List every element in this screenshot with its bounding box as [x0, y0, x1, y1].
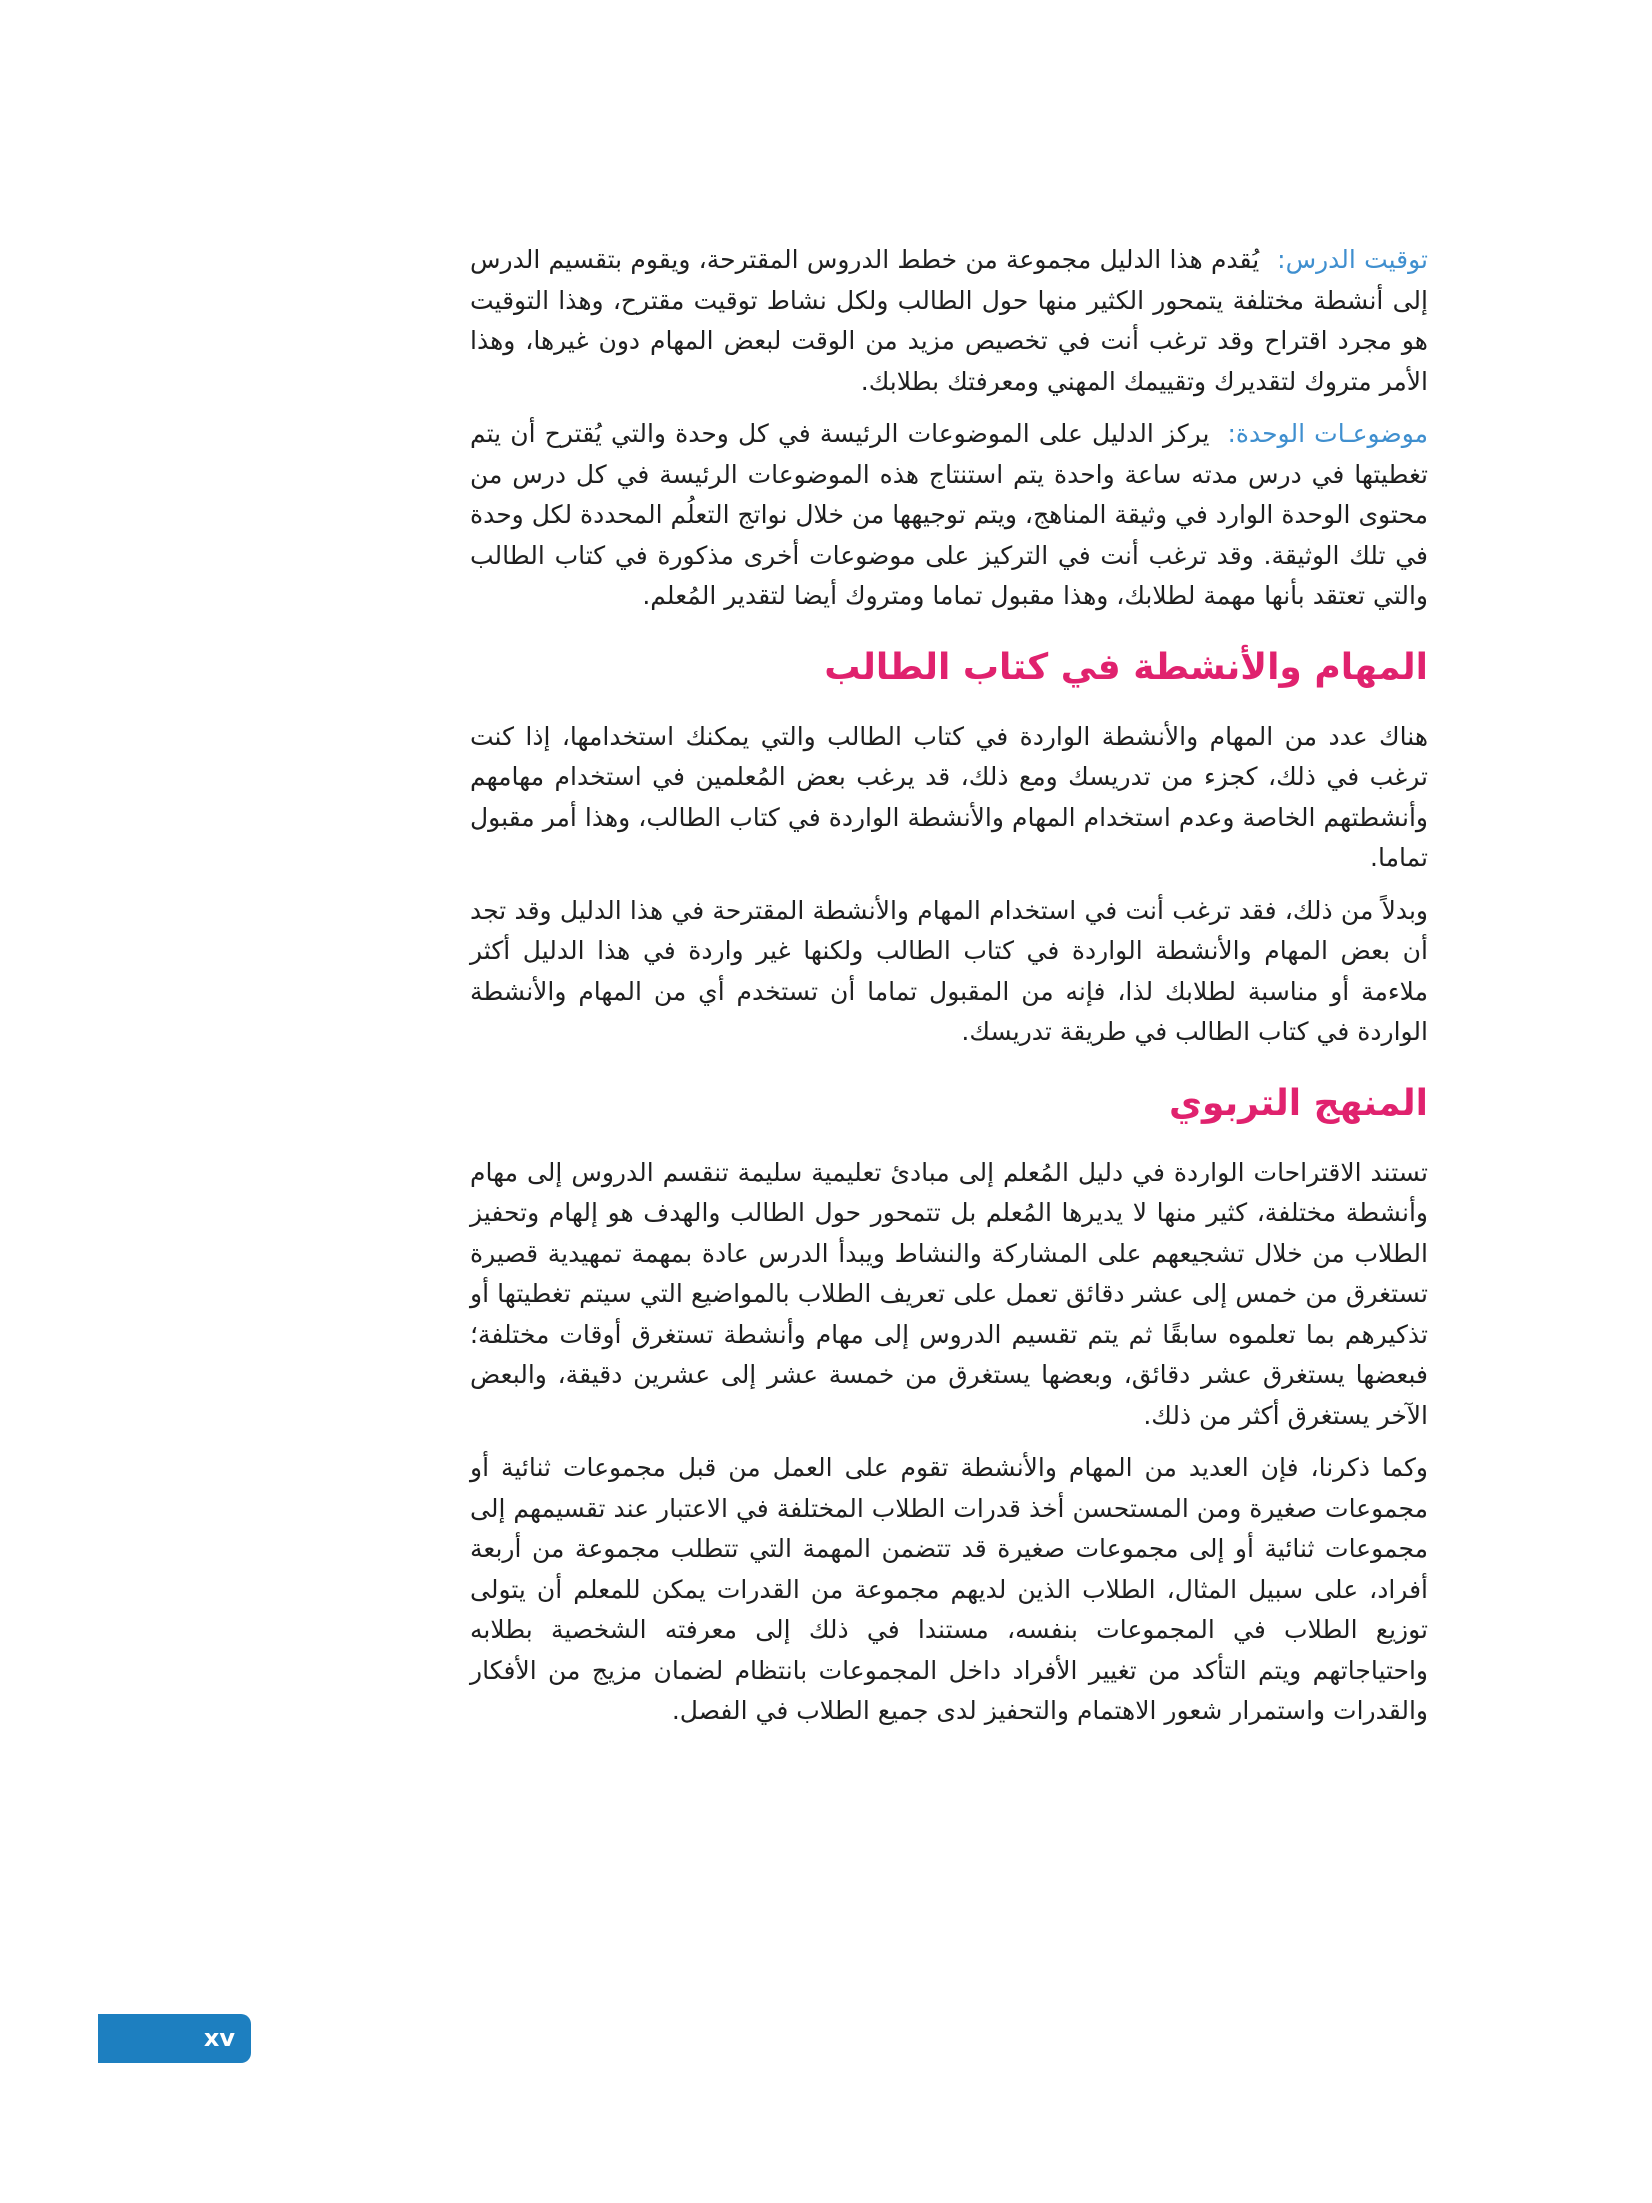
page-number: xv — [203, 2024, 235, 2052]
tasks-paragraph-1: هناك عدد من المهام والأنشطة الواردة في كتاب الطالب والتي يمكنك استخدامها، إذا كنت ترغب في ذلك، كجزء من تدريسك ومع ذلك، قد يرغب بعض المُعلمين في استخدام مهامهم وأنشطتهم الخاصة وعدم استخدام المهام والأنشطة الواردة في كتاب الطالب، وهذا أمر مقبول تماما. — [470, 721, 1428, 872]
pedagogy-paragraph-2: وكما ذكرنا، فإن العديد من المهام والأنشطة تقوم على العمل من قبل مجموعات ثنائية أو مجموعات صغيرة ومن المستحسن أخذ قدرات الطلاب المختلفة في الاعتبار عند تقسيمهم إلى مجموعات ثنائية أو إلى مجموعات صغيرة قد تتضمن المهمة التي تتطلب مجموعة من أربعة أفراد، على سبيل المثال، الطلاب الذين لديهم مجموعة من القدرات يمكن للمعلم أن يتولى توزيع الطلاب في المجموعات بنفسه، مستندا في ذلك إلى معرفته الشخصية بطلابه واحتياجاتهم ويتم التأكد من تغيير الأفراد داخل المجموعات بانتظام لضمان مزيج من الأفكار والقدرات واستمرار شعور الاهتمام والتحفيز لدى جميع الطلاب في الفصل. — [470, 1453, 1428, 1725]
unit-topics-term: موضوعـات الوحدة: — [1227, 419, 1428, 448]
unit-topics-text: يركز الدليل على الموضوعات الرئيسة في كل وحدة والتي يُقترح أن يتم تغطيتها في درس مدته ساعة واحدة يتم استنتاج هذه الموضوعات الرئيسة في كل درس من محتوى الوحدة الوارد في وثيقة المناهج، ويتم توجيهها من خلال نواتج التعلُم المحددة لكل وحدة في تلك الوثيقة. وقد ترغب أنت في التركيز على موضوعات أخرى مذكورة في كتاب الطالب والتي تعتقد بأنها مهمة لطلابك، وهذا مقبول تماما ومتروك أيضا لتقدير المُعلم. — [470, 419, 1428, 610]
tasks-paragraph-2: وبدلاً من ذلك، فقد ترغب أنت في استخدام المهام والأنشطة المقترحة في هذا الدليل وقد تجد أن بعض المهام والأنشطة الواردة في كتاب الطالب ولكنها غير واردة في هذا الدليل أكثر ملاءمة أو مناسبة لطلابك لذا، فإنه من المقبول تماما أن تستخدم أي من المهام والأنشطة الواردة في كتاب الطالب في طريقة تدريسك. — [470, 895, 1428, 1046]
lesson-timing-paragraph — [470, 240, 1428, 402]
tasks-activities-heading: المهام والأنشطة في كتاب الطالب — [824, 646, 1428, 688]
lesson-timing-text: يُقدم هذا الدليل مجموعة من خطط الدروس المقترحة، ويقوم بتقسيم الدرس إلى أنشطة مختلفة يتمحور الكثير منها حول الطالب ولكل نشاط توقيت مقترح، وهذا التوقيت هو مجرد اقتراح وقد ترغب أنت في تخصيص مزيد من الوقت لبعض المهام دون غيرها، وهذا الأمر متروك لتقديرك وتقييمك المهني ومعرفتك بطلابك. — [470, 245, 1428, 396]
lesson-timing-term: توقيت الدرس: — [1277, 245, 1429, 274]
pedagogy-heading: المنهج التربوي — [1169, 1082, 1428, 1124]
pedagogy-paragraph-1: تستند الاقتراحات الواردة في دليل المُعلم إلى مبادئ تعليمية سليمة تنقسم الدروس إلى مهام وأنشطة مختلفة، كثير منها لا يديرها المُعلم بل تتمحور حول الطالب والهدف هو إلهام وتحفيز الطلاب من خلال تشجيعهم على المشاركة والنشاط ويبدأ الدرس عادة بمهمة تمهيدية قصيرة تستغرق من خمس إلى عشر دقائق تعمل على تعريف الطلاب بالمواضيع التي سيتم تغطيتها أو تذكيرهم بما تعلموه سابقًا ثم يتم تقسيم الدروس إلى مهام وأنشطة تستغرق أوقات مختلفة؛ فبعضها يستغرق عشر دقائق، وبعضها يستغرق من خمسة عشر إلى عشرين دقيقة، والبعض الآخر يستغرق أكثر من ذلك. — [470, 1157, 1428, 1430]
unit-topics-paragraph — [470, 414, 1428, 617]
page-content — [470, 240, 1428, 1744]
page-number-tab — [98, 2014, 251, 2063]
